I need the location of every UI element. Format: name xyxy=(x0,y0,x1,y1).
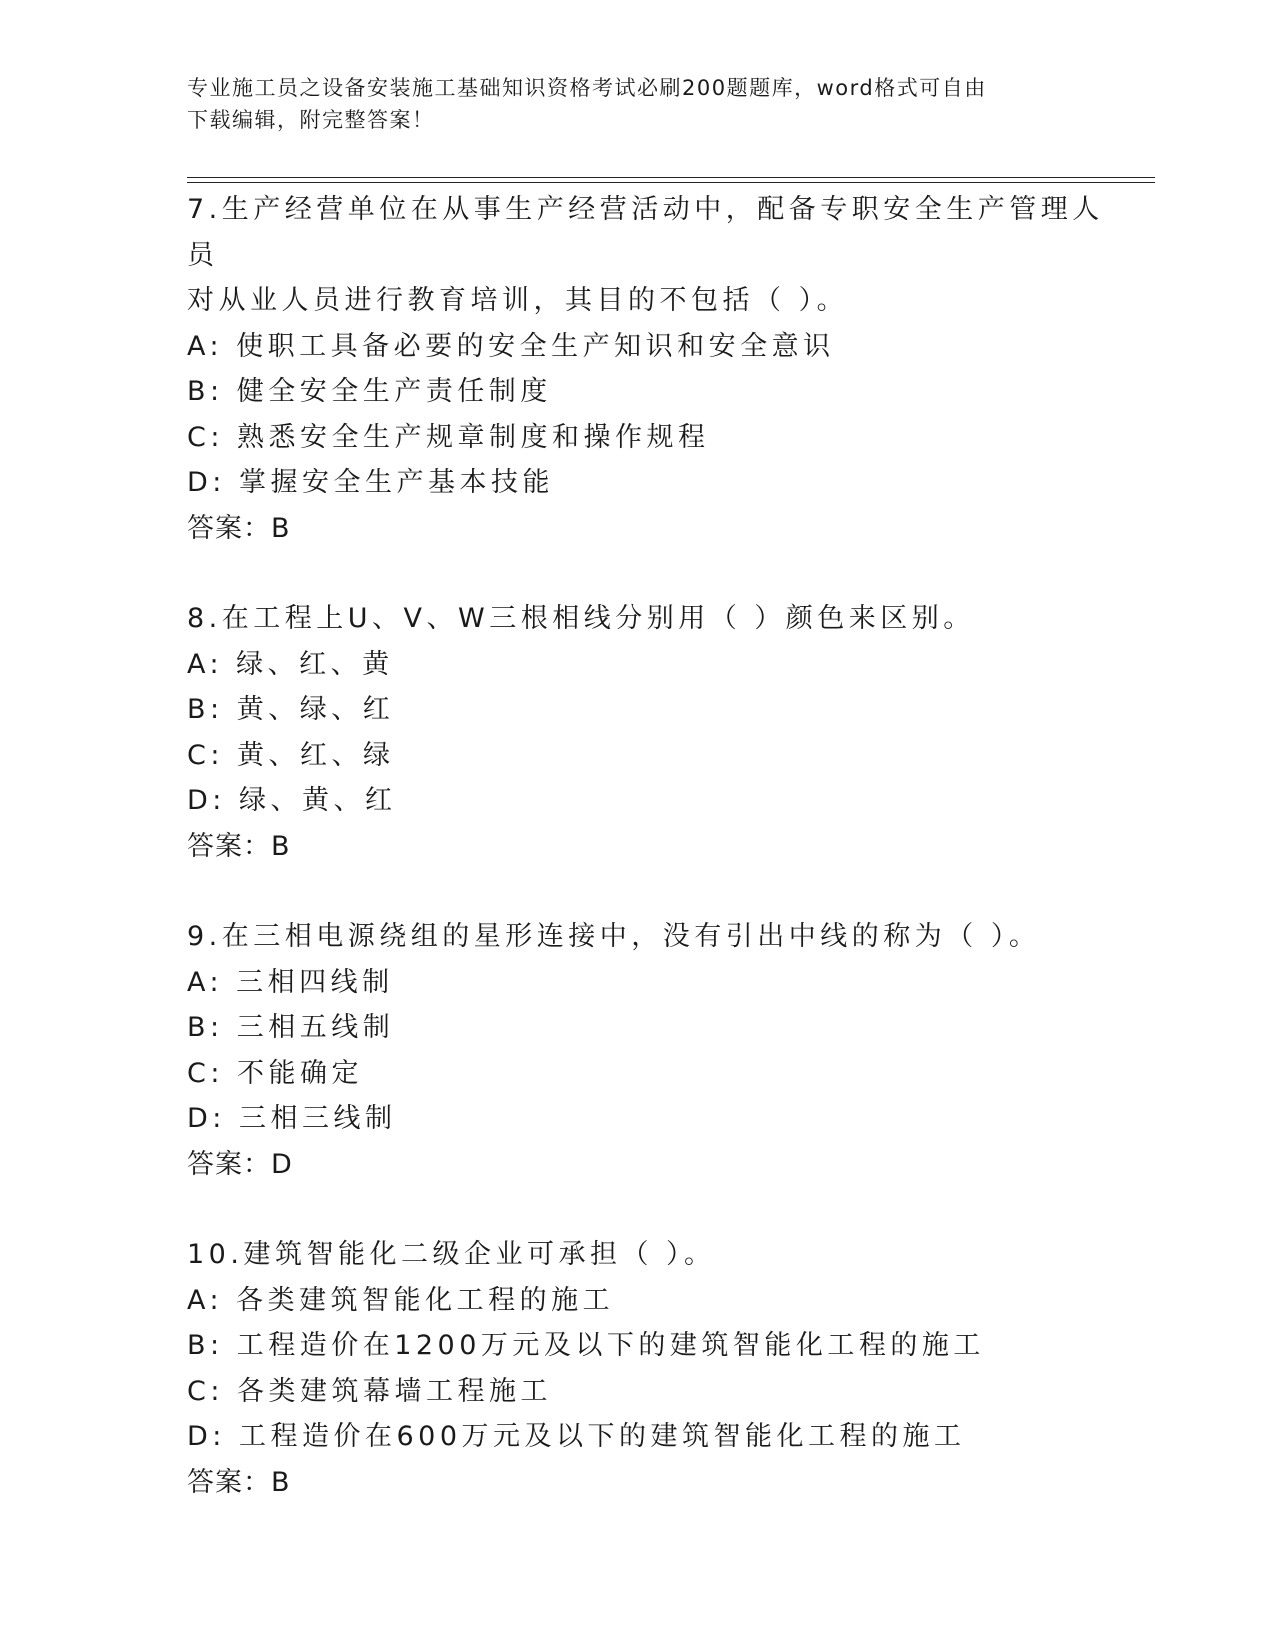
question-9 xyxy=(187,914,1127,1187)
question-7 xyxy=(187,187,1127,551)
option-b: B: 工程造价在1200万元及以下的建筑智能化工程的施工 xyxy=(187,1330,985,1361)
option-d: D: 工程造价在600万元及以下的建筑智能化工程的施工 xyxy=(187,1421,966,1452)
question-stem: 7.生产经营单位在从事生产经营活动中，配备专职安全生产管理人员 xyxy=(187,194,1104,271)
option-c: C: 黄、红、绿 xyxy=(187,739,395,771)
answer: 答案：B xyxy=(187,512,291,544)
question-10 xyxy=(187,1232,1127,1505)
header-line-2: 下载编辑，附完整答案！ xyxy=(187,108,435,132)
answer: 答案：B xyxy=(187,1466,291,1498)
question-stem-continued: 对从业人员进行教育培训，其目的不包括（ ）。 xyxy=(187,285,849,316)
question-list xyxy=(187,187,1127,1505)
option-d: D: 绿、黄、红 xyxy=(187,785,397,816)
option-b: B: 黄、绿、红 xyxy=(187,694,395,725)
answer: 答案：B xyxy=(187,830,291,862)
option-c: C: 不能确定 xyxy=(187,1057,364,1089)
question-stem: 8.在工程上U、V、W三根相线分别用（ ）颜色来区别。 xyxy=(187,603,975,634)
question-stem: 9.在三相电源绕组的星形连接中，没有引出中线的称为（ ）。 xyxy=(187,921,1041,952)
header-divider-top xyxy=(187,177,1155,178)
option-a: A: 绿、红、黄 xyxy=(187,648,394,680)
document-header xyxy=(187,72,1067,136)
option-b: B: 三相五线制 xyxy=(187,1012,395,1043)
question-8 xyxy=(187,596,1127,869)
option-a: A: 三相四线制 xyxy=(187,966,394,998)
option-a: A: 使职工具备必要的安全生产知识和安全意识 xyxy=(187,330,835,362)
question-stem: 10.建筑智能化二级企业可承担（ ）。 xyxy=(187,1239,716,1270)
header-line-1: 专业施工员之设备安装施工基础知识资格考试必刷200题题库，word格式可自由 xyxy=(187,76,987,100)
option-c: C: 各类建筑幕墙工程施工 xyxy=(187,1375,553,1407)
option-a: A: 各类建筑智能化工程的施工 xyxy=(187,1284,615,1316)
option-c: C: 熟悉安全生产规章制度和操作规程 xyxy=(187,421,710,453)
option-d: D: 三相三线制 xyxy=(187,1103,397,1134)
option-b: B: 健全安全生产责任制度 xyxy=(187,376,552,407)
option-d: D: 掌握安全生产基本技能 xyxy=(187,467,554,498)
answer: 答案：D xyxy=(187,1148,293,1180)
header-divider-bottom xyxy=(187,182,1155,183)
